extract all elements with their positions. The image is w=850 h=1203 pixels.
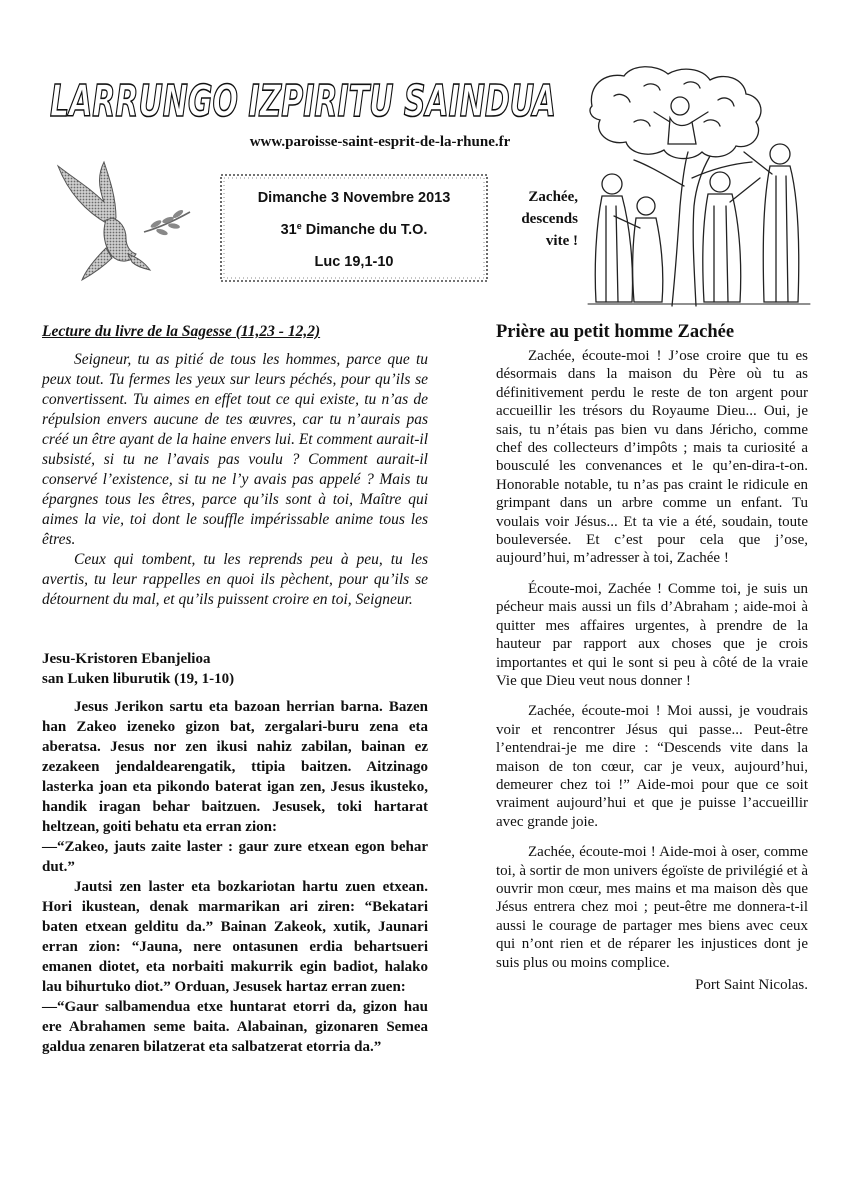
dove-with-olive-branch-icon [46, 162, 194, 282]
callout-zachee: Zachée, descends vite ! [521, 189, 578, 249]
first-reading-paragraph: Seigneur, tu as pitié de tous les hommes, parce que tu peux tout. Tu fermes les yeux sur leurs péchés, pour qu’ils se convertissent. Tu aimes en effet tout ce qui existe, tu n’as de répulsion envers aucune de tes œuvres, car tu n’aurais pas créé un être ayant de la haine envers lui. Et comment aurait-il subsisté, si tu ne l’avais pas voulu ? Comment aurait-il conservé l’existence, si tu ne l’y avais pas appelé ? Mais tu épargnes tous les êtres, parce qu’ils sont à toi, Maître qui aimes la vie, toi dont le souffle impérissable anime tous les êtres. [42, 351, 428, 548]
prayer-paragraph: Zachée, écoute-moi ! J’ose croire que tu es désormais dans la maison du Père où tu as définitivement perdu le reste de ton argent pour accueillir les trésors du Royaume Dieu... Oui, je sais, tu n’étais pas bien vu dans Jéricho, comme chef des collecteurs d’impôts ; mais ta curiosité a bousculé les convenances et le qu’en-dira-t-on. Honorable notable, tu n’as pas craint le ridicule en grimpant dans un arbre comme un enfant. Tu voulais voir Jésus... Et ta vie a été, soudain, toute bouleversée. Et c’est pour cela que j’ose, aujourd’hui, m’adresser à toi, Zachée ! [496, 348, 808, 567]
date-line: Dimanche 3 Novembre 2013 [257, 190, 451, 206]
date-box [218, 172, 490, 284]
prayer-paragraph: Zachée, écoute-moi ! Aide-moi à oser, comme toi, à sortir de mon univers égoïste de privilégié et à ouvrir mon cœur, mes mains et ma maison dès que Jésus entrera chez moi ; peut-être me donnera-t-il aussi le courage de partager mes biens avec ceux qui n’ont rien et de réparer les injustices dont je suis plus ou moins complice. [496, 844, 808, 971]
gospel-quote: —“Gaur salbamendua etxe huntarat etorri da, gizon hau ere Abrahamen seme baita. Alabainan, gizonaren Semea galdua zenaren bilatzerat eta salbatzerat etorria da.” [42, 999, 428, 1055]
left-column [42, 322, 428, 1057]
signature: Port Saint Nicolas. [695, 977, 808, 993]
gospel-quote: —“Zakeo, jauts zaite laster : gaur zure etxean egon behar dut.” [42, 839, 428, 875]
sunday-line: 31e Dimanche du T.O. [280, 221, 428, 238]
gospel-paragraph: Jautsi zen laster eta bozkariotan hartu zuen etxean. Hori ikustean, denak marmarikan ari ziren: “Bekatari baten etxean gelditu da.” Bainan Zakeok, xutik, Jaunari erran zion: “Jauna, nere ontasunen erdia behartsueri emanen diotet, eta norbaiti makurrik egin badiot, halako lau bihurtuko diot.” Orduan, Jesusek hartaz erran zuen: [42, 879, 428, 995]
prayer-paragraph: Zachée, écoute-moi ! Moi aussi, je voudrais voir et rencontrer Jésus qui passe... Peut-être l’entendrai-je me dire : “Descends vite dans la maison de ton cœur, car je veux, aujourd’hui, demeurer chez toi !” Aide-moi pour que ce soit vraiment aujourd’hui et que je puisse l’accueillir avec grande joie. [496, 703, 808, 830]
masthead-logo [46, 72, 560, 130]
first-reading-paragraph: Ceux qui tombent, tu les reprends peu à peu, tu les avertis, tu leur rappelles en quoi ils pèchent, pour qu’ils se détournent du mal, et qu’ils puissent croire en toi, Seigneur. [42, 551, 428, 608]
masthead-text: LARRUNGO IZPIRITU SAINDUA [50, 76, 556, 127]
zacchaeus-in-tree-illustration [584, 66, 814, 306]
gospel-paragraph: Jesus Jerikon sartu eta bazoan herrian barna. Bazen han Zakeo izeneko gizon bat, zergalari-buru zena eta aberatsa. Jesus nor zen ikusi nahiz zabilan, bainan ez zezakeen jendaldearengatik, ttipia baitzen. Aitzinago lasterka joan eta pikondo baterat igan zen, Jesus ikusteko, handik iragan behar baitzuen. Jesusek, toki hartarat heltzean, goiti behatu eta erran zion: [42, 699, 428, 835]
first-reading-title: Lecture du livre de la Sagesse (11,23 - 12,2) [42, 323, 321, 340]
prayer-title: Prière au petit homme Zachée [496, 322, 735, 342]
right-column [496, 320, 808, 994]
gospel-title: Jesu-Kristoren Ebanjelioa san Luken liburutik (19, 1-10) [42, 651, 235, 687]
gospel-reference: Luc 19,1-10 [314, 254, 394, 270]
prayer-paragraph: Écoute-moi, Zachée ! Comme toi, je suis un pécheur mais aussi un fils d’Abraham ; aide-moi à quitter mes affaires urgentes, à prendre de la hauteur par rapport aux choses que je crois importantes et qui le sont si peu à côté de la vraie Vie que Dieu veut nous donner ! [496, 580, 808, 689]
website-url[interactable]: www.paroisse-saint-esprit-de-la-rhune.fr [249, 134, 511, 150]
